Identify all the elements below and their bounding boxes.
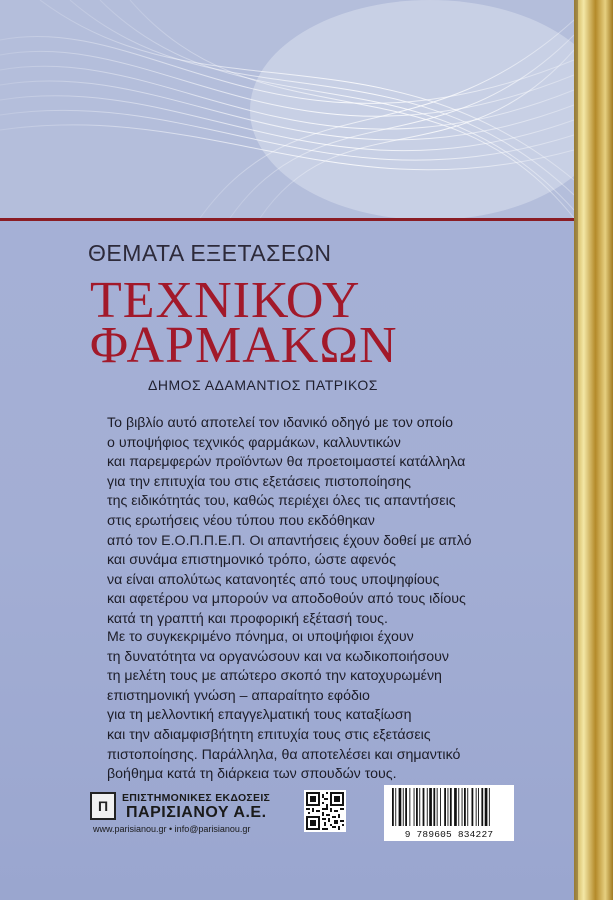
book-author: ΔΗΜΟΣ ΑΔΑΜΑΝΤΙΟΣ ΠΑΤΡΙΚΟΣ [148, 377, 378, 393]
barcode-bars-graphic [384, 785, 514, 829]
paragraph-line: και την αδιαμφισβήτητη επιτυχία τους στις εξετάσεις [107, 726, 431, 743]
paragraph-line: και αφετέρου να μπορούν να αποδοθούν από τους ιδίους [107, 591, 466, 608]
paragraph-line: πιστοποίησης. Παράλληλα, θα αποτελέσει και σημαντικό [107, 746, 461, 763]
paragraph-line: της ειδικότητάς του, καθώς περιέχει όλες τις απαντήσεις [107, 493, 456, 510]
paragraph-line: κατά τη γραπτή και προφορική εξέτασή τους. [107, 610, 388, 627]
wave-lines-graphic [0, 0, 574, 218]
isbn-number: 9 789605 834227 [404, 829, 494, 840]
paragraph-line: Με το συγκεκριμένο πόνημα, οι υποψήφιοι έχουν [107, 629, 414, 645]
paragraph-line: ο υποψήφιος τεχνικός φαρμάκων, καλλυντικών [107, 434, 401, 451]
paragraph-line: επιστημονική γνώση – απαραίτητο εφόδιο [107, 687, 370, 704]
paragraph-line: από τον Ε.Ο.Π.Π.Ε.Π. Οι απαντήσεις έχουν δοθεί με απλό [107, 532, 472, 549]
paragraph-line: τη μελέτη τους με απώτερο σκοπό την κατοχυρωμένη [107, 668, 442, 685]
qr-code-icon [304, 790, 346, 832]
header-divider-rule [0, 218, 574, 221]
book-title-line1: ΤΕΧΝΙΚΟΥ [90, 272, 361, 329]
paragraph-line: στις ερωτήσεις νέου τύπου που εκδόθηκαν [107, 512, 375, 529]
publisher-tagline: ΕΠΙΣΤΗΜΟΝΙΚΕΣ ΕΚΔΟΣΕΙΣ [122, 792, 271, 804]
book-title-line2: ΦΑΡΜΑΚΩΝ [90, 317, 398, 374]
publisher-logo-icon: Π [90, 792, 116, 820]
publisher-block [90, 790, 290, 838]
header-wave-art [0, 0, 574, 218]
description-paragraph-2 [107, 628, 527, 785]
paragraph-line: να είναι απολύτως κατανοητές από τους υποψηφίους [107, 571, 440, 588]
isbn-barcode [384, 785, 514, 841]
paragraph-line: για την επιτυχία του στις εξετάσεις πιστοποίησης [107, 473, 411, 490]
paragraph-line: τη δυνατότητα να οργανώσουν και να κωδικοποιήσουν [107, 648, 449, 665]
book-supertitle: ΘΕΜΑΤΑ ΕΞΕΤΑΣΕΩΝ [88, 240, 332, 266]
paragraph-line: Το βιβλίο αυτό αποτελεί τον ιδανικό οδηγό με τον οποίο [107, 415, 453, 431]
paragraph-line: και συνάμα επιστημονικό τρόπο, ώστε αφενός [107, 552, 396, 569]
paragraph-line: για τη μελλοντική επαγγελματική τους καταξίωση [107, 707, 412, 724]
paragraph-line: και παρεμφερών προϊόντων θα προετοιμαστεί κατάλληλα [107, 454, 466, 471]
publisher-contact: www.parisianou.gr • info@parisianou.gr [93, 824, 251, 834]
paragraph-line: βοήθημα κατά τη διάρκεια των σπουδών τους. [107, 766, 397, 783]
gold-spine [574, 0, 613, 900]
spine-shadow [574, 0, 578, 900]
publisher-name: ΠΑΡΙΣΙΑΝΟΥ Α.Ε. [126, 804, 267, 821]
description-paragraph-1 [107, 414, 527, 630]
